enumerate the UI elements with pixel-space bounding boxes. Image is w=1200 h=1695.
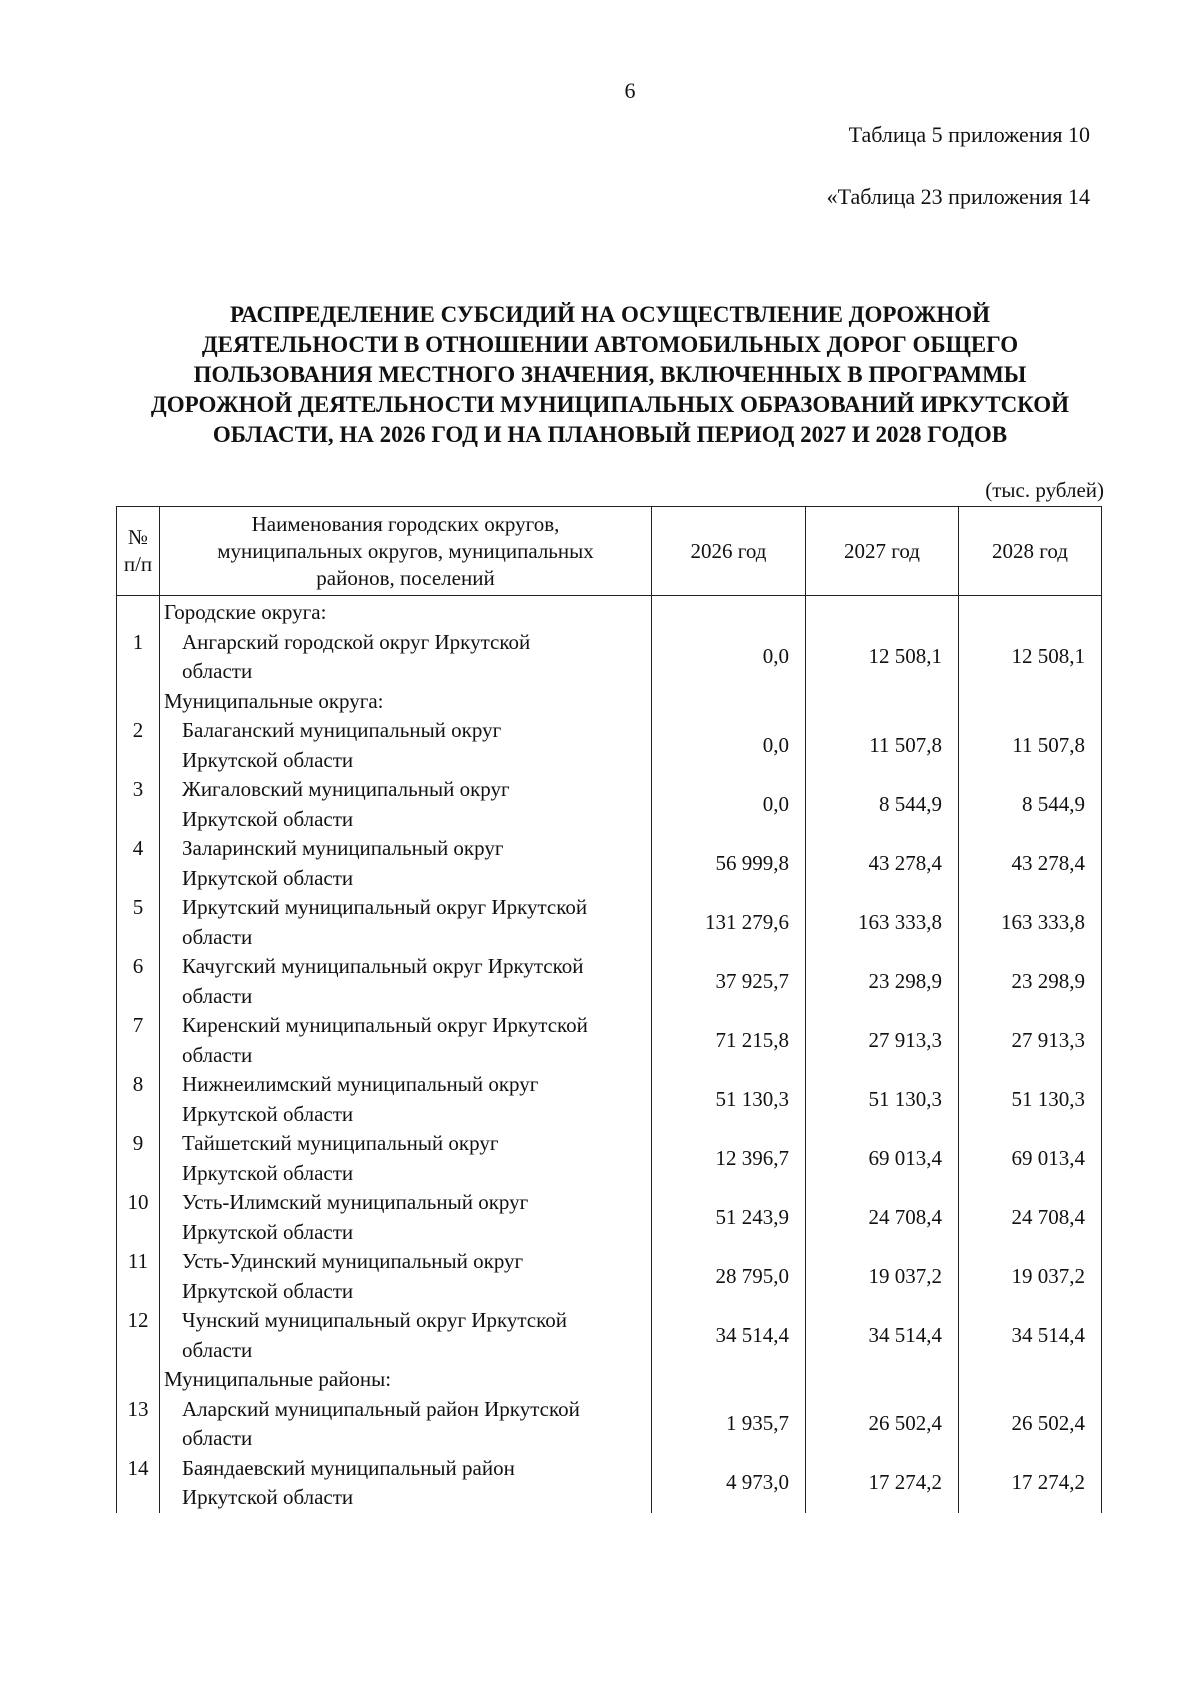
header-name xyxy=(160,507,652,596)
document-title xyxy=(110,300,1110,450)
row-name xyxy=(160,1070,652,1129)
table-body xyxy=(117,596,1102,1513)
appendix-reference-secondary: «Таблица 23 приложения 14 xyxy=(826,184,1090,209)
table-row xyxy=(117,1306,1102,1365)
row-name-line: области xyxy=(182,1337,253,1362)
value-2026: 4 973,0 xyxy=(652,1454,806,1513)
group-label: Городские округа: xyxy=(160,596,652,628)
value-2026: 12 396,7 xyxy=(652,1129,806,1188)
value-2028: 19 037,2 xyxy=(959,1247,1102,1306)
subsidy-table xyxy=(116,506,1102,1513)
row-name-line: Усть-Илимский муниципальный округ xyxy=(182,1190,529,1214)
group-empty-cell xyxy=(806,1365,959,1395)
value-2028: 51 130,3 xyxy=(959,1070,1102,1129)
row-name xyxy=(160,716,652,775)
value-2027: 27 913,3 xyxy=(806,1011,959,1070)
group-row xyxy=(117,687,1102,717)
row-name xyxy=(160,1129,652,1188)
row-name xyxy=(160,1011,652,1070)
row-name xyxy=(160,1395,652,1454)
row-name-line: Иркутской области xyxy=(182,1278,354,1303)
title-line: РАСПРЕДЕЛЕНИЕ СУБСИДИЙ НА ОСУЩЕСТВЛЕНИЕ ДОРОЖНОЙ xyxy=(229,302,991,327)
value-2026: 28 795,0 xyxy=(652,1247,806,1306)
value-2028: 163 333,8 xyxy=(959,893,1102,952)
group-empty-cell xyxy=(806,687,959,717)
row-number: 8 xyxy=(117,1070,160,1129)
value-2027: 12 508,1 xyxy=(806,628,959,687)
row-name xyxy=(160,1188,652,1247)
row-name-line: Иркутский муниципальный округ Иркутской xyxy=(182,895,588,919)
row-number: 7 xyxy=(117,1011,160,1070)
value-2028: 26 502,4 xyxy=(959,1395,1102,1454)
table-row xyxy=(117,628,1102,687)
group-row xyxy=(117,1365,1102,1395)
value-2027: 24 708,4 xyxy=(806,1188,959,1247)
value-2026: 56 999,8 xyxy=(652,834,806,893)
row-name-line: Заларинский муниципальный округ xyxy=(182,836,504,860)
row-name-line: Иркутской области xyxy=(182,1101,354,1126)
value-2027: 51 130,3 xyxy=(806,1070,959,1129)
value-2027: 163 333,8 xyxy=(806,893,959,952)
row-name xyxy=(160,1454,652,1513)
header-number xyxy=(117,507,160,596)
row-name xyxy=(160,1247,652,1306)
value-2026: 51 243,9 xyxy=(652,1188,806,1247)
row-name xyxy=(160,834,652,893)
value-2026: 0,0 xyxy=(652,775,806,834)
row-name xyxy=(160,775,652,834)
value-2028: 11 507,8 xyxy=(959,716,1102,775)
header-name-line: районов, поселений xyxy=(316,565,495,590)
row-name-line: области xyxy=(182,1426,253,1450)
table-header-row xyxy=(117,507,1102,596)
row-name-line: Усть-Удинский муниципальный округ xyxy=(182,1249,524,1273)
value-2026: 71 215,8 xyxy=(652,1011,806,1070)
row-number: 5 xyxy=(117,893,160,952)
value-2028: 17 274,2 xyxy=(959,1454,1102,1513)
row-name xyxy=(160,1306,652,1365)
value-2026: 131 279,6 xyxy=(652,893,806,952)
group-empty-cell xyxy=(959,1365,1102,1395)
row-name-line: Чунский муниципальный округ Иркутской xyxy=(182,1308,568,1332)
row-number: 3 xyxy=(117,775,160,834)
value-2027: 23 298,9 xyxy=(806,952,959,1011)
value-2028: 34 514,4 xyxy=(959,1306,1102,1365)
value-2026: 51 130,3 xyxy=(652,1070,806,1129)
value-2027: 19 037,2 xyxy=(806,1247,959,1306)
row-name-line: Баяндаевский муниципальный район xyxy=(182,1455,515,1480)
group-empty-cell xyxy=(652,596,806,628)
title-line: ДОРОЖНОЙ ДЕЯТЕЛЬНОСТИ МУНИЦИПАЛЬНЫХ ОБРАЗОВАНИЙ ИРКУТСКОЙ xyxy=(150,392,1070,417)
group-label: Муниципальные районы: xyxy=(160,1365,652,1395)
row-name-line: Иркутской области xyxy=(182,1160,354,1185)
header-number-symbol: № xyxy=(127,525,149,549)
units-label: (тыс. рублей) xyxy=(985,478,1104,502)
row-name-line: Иркутской области xyxy=(182,1219,354,1244)
value-2028: 69 013,4 xyxy=(959,1129,1102,1188)
header-name-line: муниципальных округов, муниципальных xyxy=(217,538,594,563)
row-number: 14 xyxy=(117,1454,160,1513)
row-name-line: области xyxy=(182,659,253,683)
row-name-line: Качугский муниципальный округ Иркутской xyxy=(182,954,584,978)
row-name-line: Иркутской области xyxy=(182,747,354,772)
table-row xyxy=(117,716,1102,775)
header-number-abbr: п/п xyxy=(123,552,153,576)
value-2027: 11 507,8 xyxy=(806,716,959,775)
value-2027: 17 274,2 xyxy=(806,1454,959,1513)
row-name xyxy=(160,628,652,687)
table-row xyxy=(117,893,1102,952)
header-year-2027: 2027 год xyxy=(806,507,959,596)
row-number: 10 xyxy=(117,1188,160,1247)
value-2027: 69 013,4 xyxy=(806,1129,959,1188)
title-line: ПОЛЬЗОВАНИЯ МЕСТНОГО ЗНАЧЕНИЯ, ВКЛЮЧЕННЫХ В ПРОГРАММЫ xyxy=(193,362,1027,387)
value-2026: 0,0 xyxy=(652,716,806,775)
value-2026: 37 925,7 xyxy=(652,952,806,1011)
value-2027: 34 514,4 xyxy=(806,1306,959,1365)
table-row xyxy=(117,1129,1102,1188)
row-number: 4 xyxy=(117,834,160,893)
value-2027: 8 544,9 xyxy=(806,775,959,834)
table-row xyxy=(117,1395,1102,1454)
value-2027: 43 278,4 xyxy=(806,834,959,893)
title-line: ОБЛАСТИ, НА 2026 ГОД И НА ПЛАНОВЫЙ ПЕРИОД 2027 И 2028 ГОДОВ xyxy=(212,422,1008,447)
value-2026: 1 935,7 xyxy=(652,1395,806,1454)
value-2028: 43 278,4 xyxy=(959,834,1102,893)
table-row xyxy=(117,1188,1102,1247)
value-2026: 34 514,4 xyxy=(652,1306,806,1365)
row-name-line: Жигаловский муниципальный округ xyxy=(182,777,510,801)
header-year-2026: 2026 год xyxy=(652,507,806,596)
table-row xyxy=(117,1247,1102,1306)
row-number: 13 xyxy=(117,1395,160,1454)
table-row xyxy=(117,1070,1102,1129)
appendix-reference: Таблица 5 приложения 10 xyxy=(848,122,1090,147)
group-row xyxy=(117,596,1102,628)
table-row xyxy=(117,1454,1102,1513)
page-number: 6 xyxy=(624,78,636,103)
header-year-2028: 2028 год xyxy=(959,507,1102,596)
table-row xyxy=(117,952,1102,1011)
row-name-line: Киренский муниципальный округ Иркутской xyxy=(182,1013,588,1037)
table-row xyxy=(117,834,1102,893)
group-empty-cell xyxy=(652,1365,806,1395)
group-number-cell xyxy=(117,687,160,717)
value-2027: 26 502,4 xyxy=(806,1395,959,1454)
header-name-line: Наименования городских округов, xyxy=(251,511,560,536)
group-empty-cell xyxy=(806,596,959,628)
row-name-line: Иркутской области xyxy=(182,1485,354,1509)
row-name xyxy=(160,952,652,1011)
table-row xyxy=(117,775,1102,834)
row-name-line: Аларский муниципальный район Иркутской xyxy=(182,1396,580,1421)
table-row xyxy=(117,1011,1102,1070)
value-2026: 0,0 xyxy=(652,628,806,687)
row-name-line: Балаганский муниципальный округ xyxy=(182,718,502,742)
row-name xyxy=(160,893,652,952)
row-number: 9 xyxy=(117,1129,160,1188)
row-name-line: Иркутской области xyxy=(182,806,354,831)
group-empty-cell xyxy=(959,687,1102,717)
row-name-line: области xyxy=(182,924,253,949)
row-number: 1 xyxy=(117,628,160,687)
group-label: Муниципальные округа: xyxy=(160,687,652,717)
row-name-line: области xyxy=(182,983,253,1008)
title-line: ДЕЯТЕЛЬНОСТИ В ОТНОШЕНИИ АВТОМОБИЛЬНЫХ ДОРОГ ОБЩЕГО xyxy=(201,332,1019,357)
row-name-line: Нижнеилимский муниципальный округ xyxy=(182,1072,539,1096)
row-number: 12 xyxy=(117,1306,160,1365)
group-number-cell xyxy=(117,596,160,628)
row-name-line: Ангарский городской округ Иркутской xyxy=(182,629,531,654)
group-empty-cell xyxy=(959,596,1102,628)
group-empty-cell xyxy=(652,687,806,717)
value-2028: 24 708,4 xyxy=(959,1188,1102,1247)
value-2028: 8 544,9 xyxy=(959,775,1102,834)
value-2028: 12 508,1 xyxy=(959,628,1102,687)
row-name-line: Тайшетский муниципальный округ xyxy=(182,1131,499,1155)
row-name-line: Иркутской области xyxy=(182,865,354,890)
row-number: 11 xyxy=(117,1247,160,1306)
row-name-line: области xyxy=(182,1042,253,1067)
value-2028: 23 298,9 xyxy=(959,952,1102,1011)
value-2028: 27 913,3 xyxy=(959,1011,1102,1070)
row-number: 2 xyxy=(117,716,160,775)
group-number-cell xyxy=(117,1365,160,1395)
row-number: 6 xyxy=(117,952,160,1011)
